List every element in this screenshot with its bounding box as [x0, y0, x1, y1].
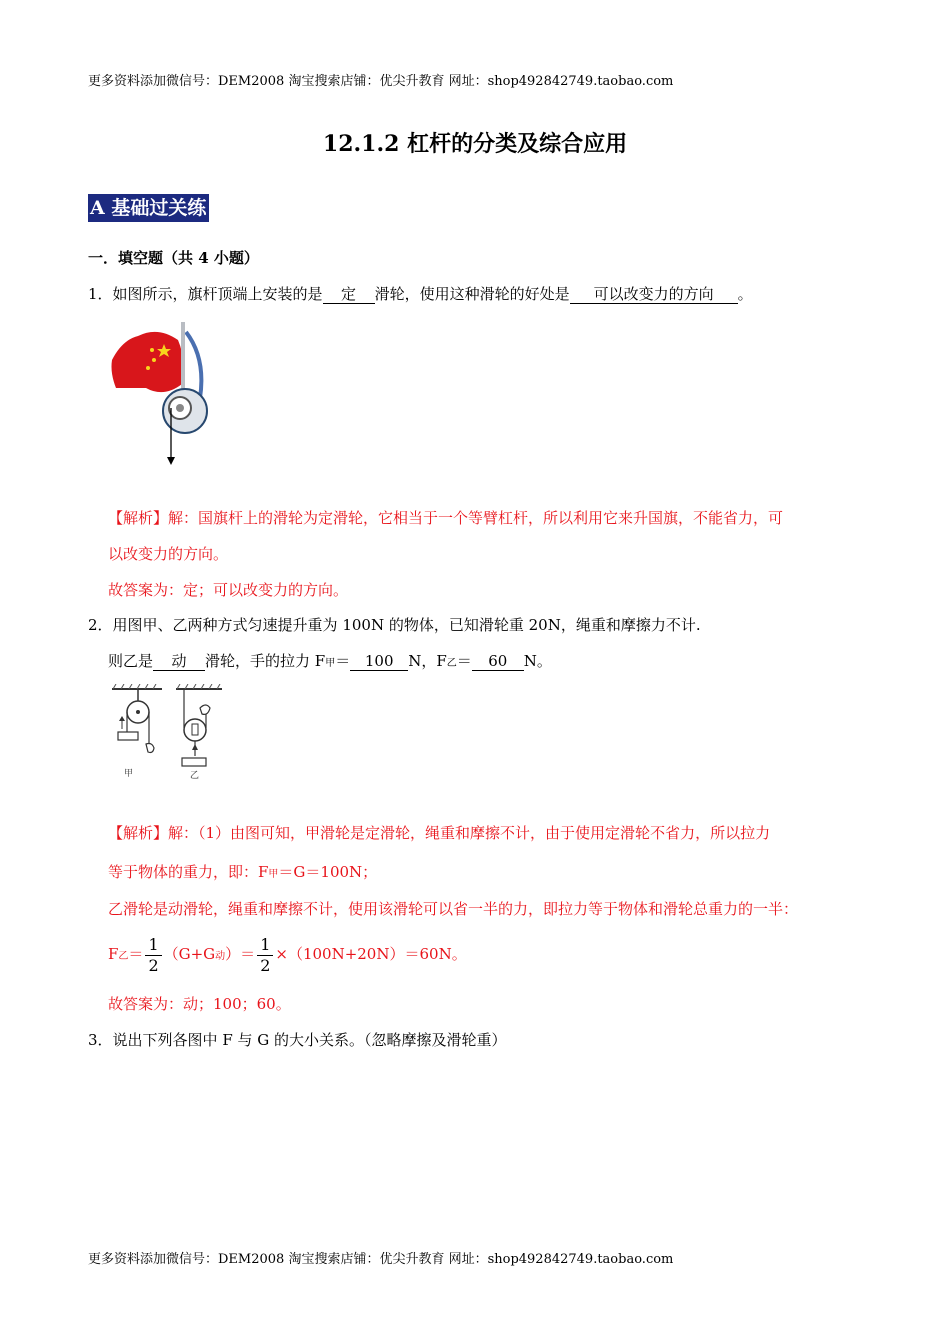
analysis-tag-2: 【解析】	[108, 824, 169, 842]
q2-number: 2．	[88, 616, 113, 634]
pulley-figure-jia-yi	[110, 684, 230, 784]
hand-icon	[146, 744, 154, 753]
q3-number: 3．	[88, 1031, 113, 1049]
q2-blank-1: 动	[153, 652, 205, 671]
q2-formula: F乙＝ $\frac{1}{2}$ （G+G动）＝ $\frac{1}{2}$ ×（100N+20N）＝60N。	[108, 934, 467, 975]
q2-analysis-line-3: 乙滑轮是动滑轮，绳重和摩擦不计，使用该滑轮可以省一半的力，即拉力等于物体和滑轮总重力的一半：	[108, 900, 799, 918]
load-yi	[182, 758, 206, 766]
arrow-up-icon	[119, 716, 125, 721]
arrow-up-icon-2	[192, 744, 198, 750]
q1-blank-1: 定	[323, 285, 375, 304]
fraction-half-2: $\frac{1}{2}$	[257, 937, 273, 974]
load-jia	[118, 732, 138, 740]
q1-answer: 故答案为：定；可以改变力的方向。	[108, 581, 349, 599]
fig-label-jia: 甲	[124, 769, 134, 779]
analysis-tag: 【解析】	[108, 509, 169, 527]
hand-icon-2	[200, 705, 210, 714]
q2-text-line-1: 2．用图甲、乙两种方式匀速提升重为 100N 的物体，已知滑轮重 20N，绳重和摩擦力不计.	[88, 616, 701, 634]
q2-analysis-line-1: 【解析】解：（1）由图可知，甲滑轮是定滑轮，绳重和摩擦不计，由于使用定滑轮不省力，所以拉力	[108, 824, 771, 842]
q2-blank-2: 100	[350, 652, 408, 671]
q1-text: 1．如图所示，旗杆顶端上安装的是 定 滑轮，使用这种滑轮的好处是 可以改变力的方向 。	[88, 285, 753, 303]
page-footer: 更多资料添加微信号：DEM2008 淘宝搜索店铺：优尖升教育 网址：shop492842749.taobao.com	[88, 1252, 674, 1267]
fraction-half: $\frac{1}{2}$	[145, 937, 161, 974]
q1-analysis-line-1: 【解析】解：国旗杆上的滑轮为定滑轮，它相当于一个等臂杠杆，所以利用它来升国旗，不能省力，可	[108, 509, 784, 527]
q2-answer: 故答案为：动；100；60。	[108, 995, 291, 1013]
flag-shape	[112, 332, 184, 392]
q2-text-line-2: 则乙是 动 滑轮，手的拉力 F甲＝ 100 N，F乙＝ 60 N。	[108, 652, 552, 670]
q1-blank-2: 可以改变力的方向	[570, 285, 738, 304]
arrow-down-icon	[167, 457, 175, 465]
flag-pulley-figure	[108, 318, 218, 468]
part-title: 一．填空题（共 4 小题）	[88, 249, 259, 267]
page-header: 更多资料添加微信号：DEM2008 淘宝搜索店铺：优尖升教育 网址：shop492842749.taobao.com	[88, 74, 674, 89]
q1-analysis-line-2: 以改变力的方向。	[108, 545, 229, 563]
q2-analysis-line-2: 等于物体的重力，即：F甲＝G＝100N；	[108, 863, 378, 881]
q3-text: 3．说出下列各图中 F 与 G 的大小关系。（忽略摩擦及滑轮重）	[88, 1031, 507, 1049]
page-title: 12.1.2 杠杆的分类及综合应用	[322, 131, 628, 157]
fig-label-yi: 乙	[190, 771, 200, 781]
section-badge: A 基础过关练	[88, 194, 209, 222]
q1-number: 1．	[88, 285, 113, 303]
q2-blank-3: 60	[472, 652, 524, 671]
